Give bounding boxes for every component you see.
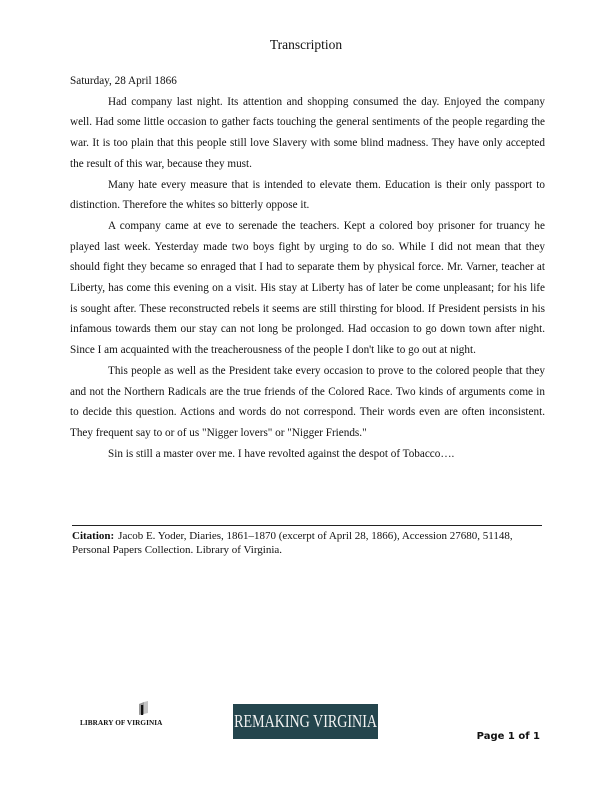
citation-text: Jacob E. Yoder, Diaries, 1861–1870 (excerpt of April 28, 1866), Accession 27680, 51148, Personal Papers Collection. Library of Virginia. [72, 530, 513, 556]
paragraph: Many hate every measure that is intended to elevate them. Education is their only passport to distinction. Therefore the whites so bitterly oppose it. [70, 178, 545, 212]
paragraph: This people as well as the President take every occasion to prove to the colored people that they and not the Northern Radicals are the true friends of the Colored Race. Two kinds of arguments come in to decide this question. Actions and words do not correspond. Their words even are often inconsistent. They frequent say to or of us "Nigger lovers" or "Nigger Friends." [70, 364, 545, 439]
paragraph: Had company last night. Its attention and shopping consumed the day. Enjoyed the company well. Had some little occasion to gather facts touching the general sentiments of the people regarding the war. It is too plain that this people still love Slavery with some blind madness. They have only accepted the result of this war, because they must. [70, 95, 545, 170]
citation-label: Citation: [72, 530, 115, 542]
diary-entry [70, 71, 545, 464]
page-title: Transcription [269, 37, 343, 52]
citation [72, 529, 544, 557]
entry-date: Saturday, 28 April 1866 [70, 75, 177, 87]
page-number: Page 1 of 1 [476, 731, 540, 742]
book-icon [136, 700, 150, 716]
citation-divider [72, 525, 542, 526]
banner-text: REMAKING VIRGINIA [234, 711, 377, 731]
paragraph: Sin is still a master over me. I have revolted against the despot of Tobacco…. [108, 447, 455, 460]
paragraph: A company came at eve to serenade the teachers. Kept a colored boy prisoner for truancy he played last week. Yesterday made two boys fight by urging to do so. While I did not mean that they should fight they became so enraged that I had to separate them by physical force. Mr. Varner, teacher at Liberty, has come this evening on a visit. His stay at Liberty has of later be come unpleasant; for his life is sought after. These reconstructed rebels it seems are still thirsting for blood. If President persists in his infamous towards them our stay can not long be prolonged. Had occasion to go down town after night. Since I am acquainted with the treacherousness of the people I don't like to go out at night. [70, 219, 545, 357]
library-logo-text: LIBRARY OF VIRGINIA [80, 719, 163, 727]
remaking-virginia-banner [233, 704, 378, 739]
library-of-virginia-logo [80, 700, 180, 730]
